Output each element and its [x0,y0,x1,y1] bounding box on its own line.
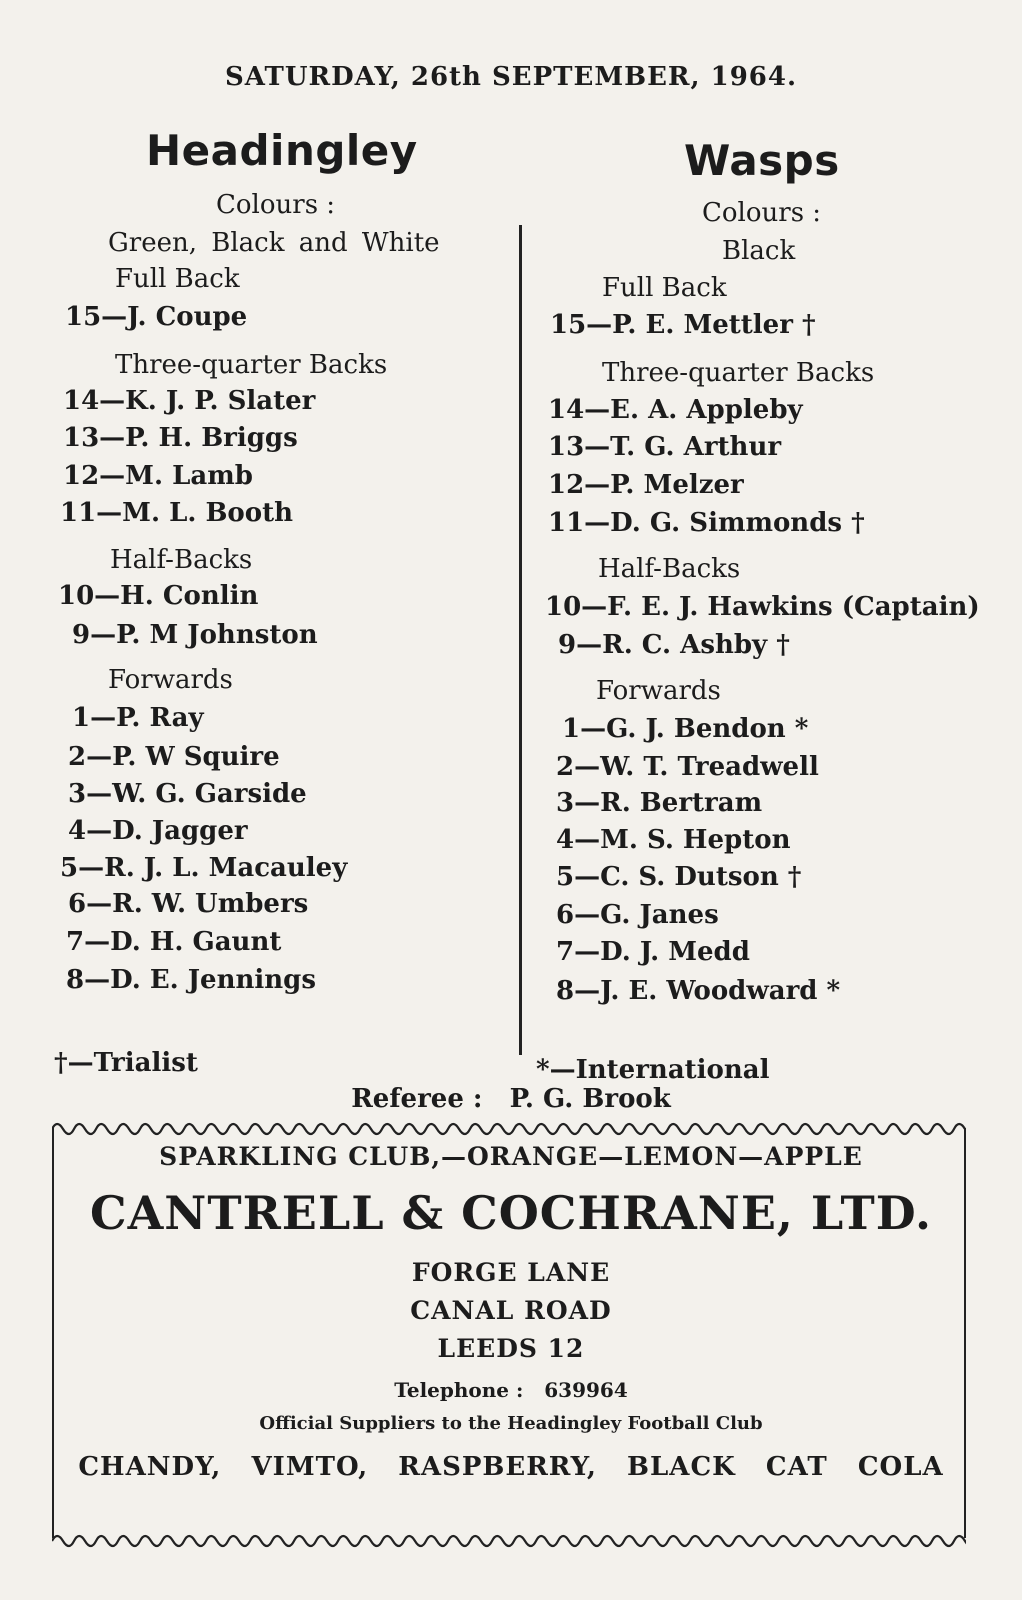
home-colours: Green, Black and White [108,228,440,258]
away-player: 11—D. G. Simmonds † [548,508,865,538]
home-player: 6—R. W. Umbers [68,889,309,919]
wave-border-bottom [52,1530,966,1552]
home-half-backs-label: Half-Backs [110,545,253,575]
home-team-name: Headingley [146,126,418,175]
home-player: 13—P. H. Briggs [63,423,298,453]
match-date: SATURDAY, 26th SEPTEMBER, 1964. [224,62,798,92]
advert-products-top: SPARKLING CLUB,—ORANGE—LEMON—APPLE [159,1142,863,1171]
away-player: 13—T. G. Arthur [548,432,782,462]
away-colours-label: Colours : [702,198,822,228]
home-player: 1—P. Ray [72,703,204,733]
home-player: 3—W. G. Garside [68,779,307,809]
home-player: 7—D. H. Gaunt [66,927,282,957]
advert-address-3: LEEDS 12 [437,1334,585,1363]
home-player: 2—P. W Squire [68,742,280,772]
away-colours: Black [722,236,796,266]
column-divider [519,225,522,1055]
away-player: 1—G. J. Bendon * [562,714,809,744]
trialist-note: †—Trialist [54,1048,198,1078]
home-three-quarter-label: Three-quarter Backs [115,350,388,380]
away-player: 8—J. E. Woodward * [556,976,841,1006]
home-player: 14—K. J. P. Slater [63,386,316,416]
home-player: 5—R. J. L. Macauley [60,853,348,883]
away-player: 9—R. C. Ashby † [558,630,790,660]
away-player: 2—W. T. Treadwell [556,752,819,782]
home-full-back: 15—J. Coupe [65,302,248,332]
referee: Referee : P. G. Brook [351,1084,671,1114]
advert-products-bottom: CHANDY, VIMTO, RASPBERRY, BLACK CAT COLA [78,1452,944,1482]
home-player: 10—H. Conlin [58,581,259,611]
away-full-back: 15—P. E. Mettler † [550,310,816,340]
away-player: 12—P. Melzer [548,470,744,500]
international-note: *—International [536,1055,770,1085]
away-team-name: Wasps [684,136,840,185]
home-forwards-label: Forwards [108,665,233,695]
away-half-backs-label: Half-Backs [598,554,741,584]
home-player: 8—D. E. Jennings [66,965,316,995]
away-player: 4—M. S. Hepton [556,825,791,855]
home-full-back-label: Full Back [115,264,240,294]
home-colours-label: Colours : [216,190,336,220]
advert-address-2: CANAL ROAD [410,1296,612,1325]
advert-address-1: FORGE LANE [411,1258,611,1287]
away-player: 6—G. Janes [556,900,719,930]
advert-official: Official Suppliers to the Headingley Football Club [259,1413,763,1434]
away-player: 10—F. E. J. Hawkins (Captain) [545,592,980,622]
away-forwards-label: Forwards [596,676,721,706]
away-player: 14—E. A. Appleby [548,395,803,425]
away-three-quarter-label: Three-quarter Backs [602,358,875,388]
home-player: 4—D. Jagger [68,816,248,846]
away-player: 5—C. S. Dutson † [556,862,802,892]
advert-company: CANTRELL & COCHRANE, LTD. [89,1186,933,1240]
away-player: 7—D. J. Medd [556,937,750,967]
home-player: 12—M. Lamb [63,461,253,491]
away-full-back-label: Full Back [602,273,727,303]
home-player: 9—P. M Johnston [72,620,318,650]
advert-telephone: Telephone : 639964 [394,1378,628,1402]
home-player: 11—M. L. Booth [60,498,294,528]
away-player: 3—R. Bertram [556,788,763,818]
